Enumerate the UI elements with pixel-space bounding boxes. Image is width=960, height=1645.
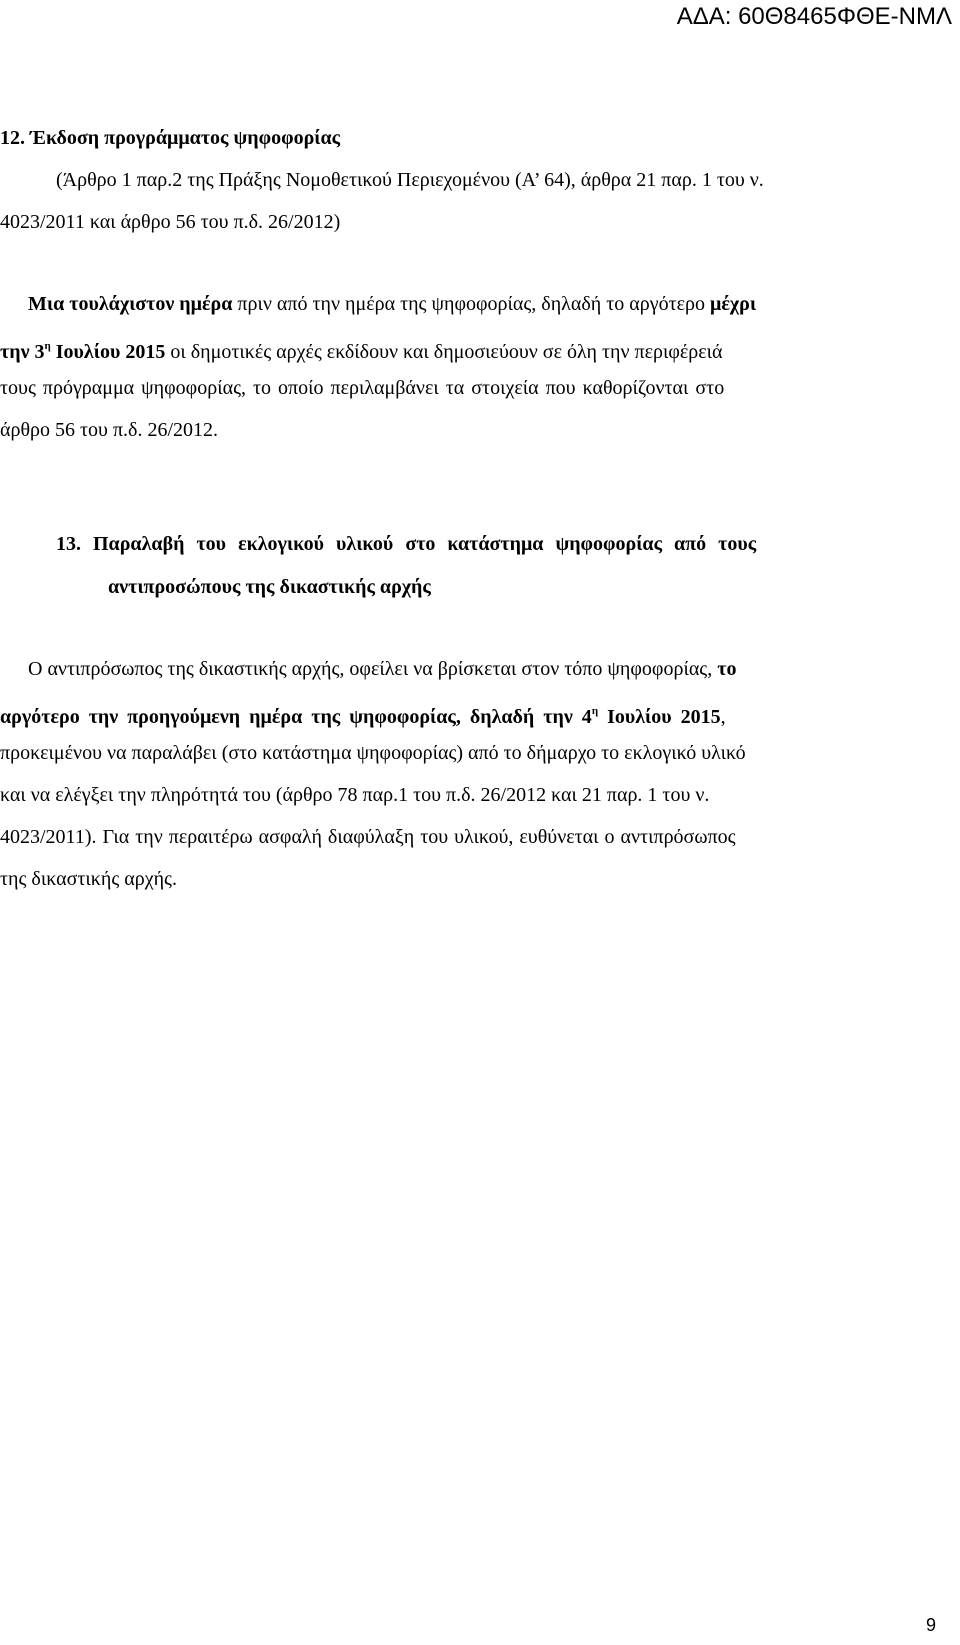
emphasis-text: Ιουλίου 2015 bbox=[598, 706, 721, 728]
section-13-paragraph-line-4: και να ελέγξει την πληρότητά του (άρθρο 78 παρ.1 του π.δ. 26/2012 και 21 παρ. 1 του ν. bbox=[0, 784, 710, 806]
section-13-paragraph-line-3: προκειμένου να παραλάβει (στο κατάστημα ψηφοφορίας) από το δήμαρχο το εκλογικό υλικό bbox=[0, 742, 746, 764]
emphasis-text: την 3 bbox=[0, 341, 45, 363]
body-text: , bbox=[720, 706, 726, 728]
section-13-paragraph-line-1 bbox=[28, 657, 896, 681]
section-12-reference-line-2: 4023/2011 και άρθρο 56 του π.δ. 26/2012) bbox=[0, 211, 341, 233]
section-13-paragraph-line-2 bbox=[0, 699, 896, 729]
section-13-paragraph-line-6: της δικαστικής αρχής. bbox=[0, 868, 177, 890]
emphasis-text: αργότερο την προηγούμενη ημέρα της ψηφοφορίας, δηλαδή την 4 bbox=[0, 706, 592, 728]
section-13-paragraph-line-5: 4023/2011). Για την περαιτέρω ασφαλή διαφύλαξη του υλικού, ευθύνεται ο αντιπρόσωπος bbox=[0, 826, 736, 848]
ada-code: ΑΔΑ: 60Θ8465ΦΘΕ-ΝΜΛ bbox=[676, 3, 952, 30]
body-text: πριν από την ημέρα της ψηφοφορίας, δηλαδή το αργότερο bbox=[232, 293, 710, 315]
emphasis-text: μέχρι bbox=[710, 293, 757, 315]
section-12-paragraph-line-4: άρθρο 56 του π.δ. 26/2012. bbox=[0, 419, 219, 441]
section-12-paragraph-line-1 bbox=[28, 292, 896, 316]
superscript: η bbox=[44, 340, 51, 352]
emphasis-text: το bbox=[717, 658, 737, 680]
section-12-reference-line-1: (Άρθρο 1 παρ.2 της Πράξης Νομοθετικού Περιεχομένου (Α’ 64), άρθρα 21 παρ. 1 του ν. bbox=[56, 169, 764, 191]
section-12-heading: 12. Έκδοση προγράμματος ψηφοφορίας bbox=[0, 127, 341, 149]
body-text: οι δημοτικές αρχές εκδίδουν και δημοσιεύουν σε όλη την περιφέρειά bbox=[165, 341, 723, 363]
emphasis-text: Ιουλίου 2015 bbox=[50, 341, 166, 363]
emphasis-text: Μια τουλάχιστον ημέρα bbox=[28, 293, 233, 315]
superscript: η bbox=[591, 705, 599, 717]
page-number: 9 bbox=[925, 1615, 936, 1635]
section-12-paragraph-line-2 bbox=[0, 334, 896, 364]
section-12-paragraph-line-3: τους πρόγραμμα ψηφοφορίας, το οποίο περιλαμβάνει τα στοιχεία που καθορίζονται στο bbox=[0, 377, 725, 399]
section-13-heading-line-2: αντιπροσώπους της δικαστικής αρχής bbox=[108, 576, 431, 598]
body-text: Ο αντιπρόσωπος της δικαστικής αρχής, οφείλει να βρίσκεται στον τόπο ψηφοφορίας, bbox=[28, 658, 718, 680]
section-13-heading-line-1: 13. Παραλαβή του εκλογικού υλικού στο κατάστημα ψηφοφορίας από τους bbox=[56, 533, 757, 555]
